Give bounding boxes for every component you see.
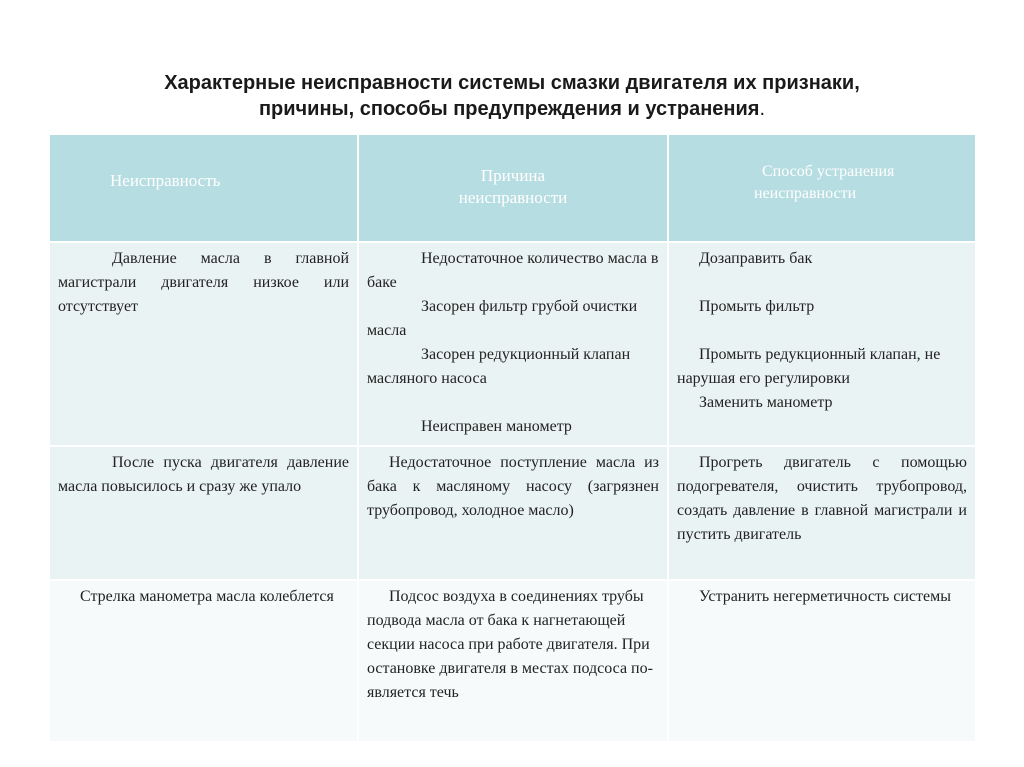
header-cause-line-1: Причина: [480, 166, 546, 185]
title-line-2: [60, 96, 964, 122]
header-fix: [668, 135, 975, 242]
title-period: .: [759, 98, 766, 120]
fix-cell: [668, 242, 975, 446]
fix-cell: [668, 580, 975, 741]
header-cause-label: [439, 165, 587, 209]
fix-text: Промыть редукционный клапан, не нарушая его регулировки: [677, 346, 941, 387]
spacer: [367, 391, 659, 415]
fix-text: Устранить негерметичность системы: [699, 588, 951, 605]
header-cause-line-2: неисправности: [458, 188, 568, 207]
fix-text: Прогреть двигатель с помощью подогревателя, очистить трубопровод, создать давление в главной магистрали и пустить двигатель: [677, 454, 967, 543]
table-header-row: [50, 135, 975, 242]
cause-text: Недостаточное количество масла в баке: [367, 250, 659, 291]
cause-text: Недостаточное поступление масла из бака к масляному насосу (загрязнен трубопровод, холодное масло): [367, 454, 659, 519]
fault-cell: [50, 580, 358, 741]
fault-text: После пуска двигателя давление масла повысилось и сразу же упало: [58, 454, 349, 495]
fault-cell: [50, 242, 358, 446]
fault-cell: [50, 446, 358, 580]
fault-text: Стрелка манометра масла колеблется: [80, 588, 334, 605]
cause-cell: [358, 242, 668, 446]
header-fault: [50, 135, 358, 242]
fix-cell: [668, 446, 975, 580]
page-title: [60, 70, 964, 122]
cause-text: Засорен редукционный клапан масляного насоса: [367, 346, 631, 387]
fix-text: Промыть фильтр: [699, 298, 815, 315]
cause-cell: [358, 580, 668, 741]
table-row: [50, 242, 975, 446]
title-line-2-text: причины, способы предупреждения и устранения: [258, 98, 760, 120]
header-fix-label: [754, 161, 894, 205]
table-row: [50, 446, 975, 580]
faults-table: [50, 135, 975, 741]
cause-text: Засорен фильтр грубой очистки масла: [367, 298, 638, 339]
fix-text: Заменить манометр: [699, 394, 833, 411]
cause-text: Подсос воздуха в соединениях трубы подвода масла от бака к нагнетающей секции насоса при работе двигателя. При остановке двигателя в местах подсоса по-является течь: [367, 588, 653, 701]
table-row: [50, 580, 975, 741]
header-fault-label: Неисправность: [110, 171, 221, 190]
fault-text: Давление масла в главной магистрали двигателя низкое или отсутствует: [58, 250, 349, 315]
header-cause: [358, 135, 668, 242]
spacer: [677, 319, 967, 343]
fix-text: Дозаправить бак: [699, 250, 813, 267]
header-fix-line-1: Способ устранения: [762, 163, 895, 180]
spacer: [677, 271, 967, 295]
cause-text: Неисправен манометр: [421, 418, 572, 435]
title-line-1: Характерные неисправности системы смазки двигателя их признаки,: [164, 72, 860, 94]
header-fix-line-2: неисправности: [754, 185, 857, 202]
cause-cell: [358, 446, 668, 580]
